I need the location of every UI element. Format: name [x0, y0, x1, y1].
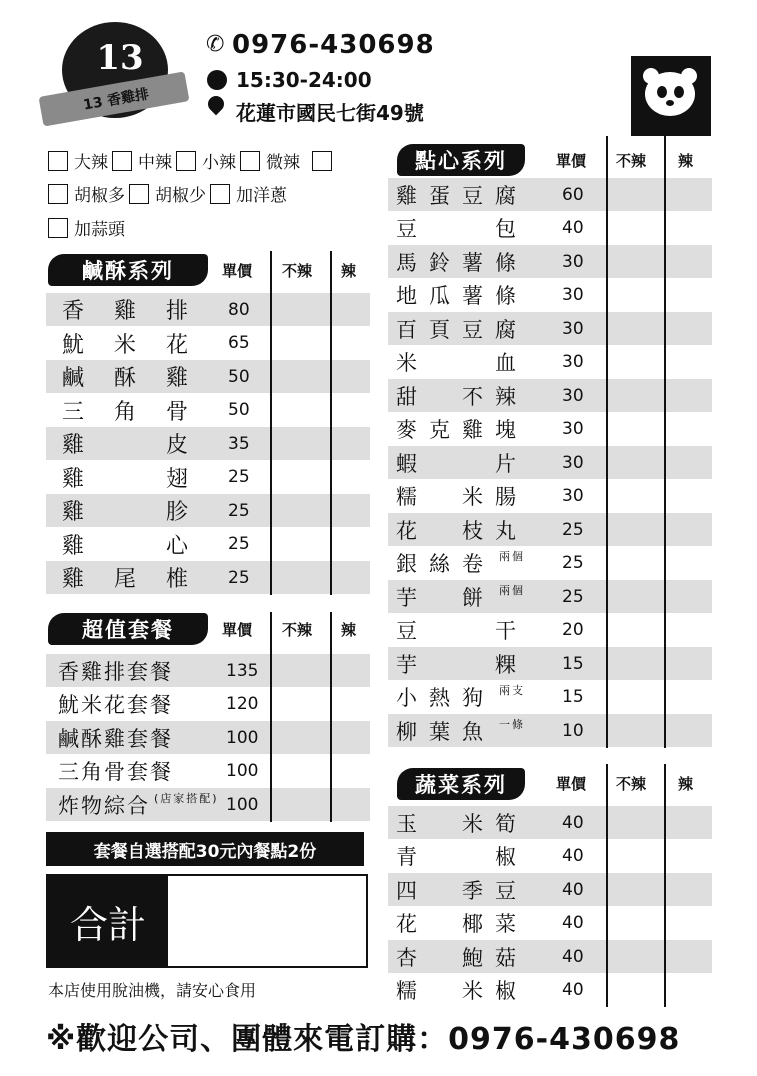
menu-item-price: 40 [562, 946, 584, 967]
menu-item-price: 135 [226, 660, 259, 681]
menu-item-price: 25 [228, 534, 250, 554]
column-divider [330, 251, 332, 595]
menu-row [46, 327, 370, 360]
panda-eye-icon [657, 86, 667, 98]
option-label: 大辣 [74, 153, 108, 173]
logo-number: 13 [96, 38, 144, 78]
option-label: 微辣 [266, 153, 300, 173]
clock-icon [207, 70, 227, 90]
section-title-combos: 超值套餐 [48, 613, 208, 645]
col-header-no-spice: 不辣 [282, 262, 313, 280]
item-name-text: 三角骨 [62, 399, 219, 425]
item-name-text: 雞 心 [62, 533, 219, 559]
col-header-no-spice: 不辣 [616, 775, 647, 793]
item-name-text: 雞蛋豆腐 [396, 183, 528, 208]
menu-item-name [58, 689, 173, 719]
menu-item-price: 80 [228, 299, 250, 320]
spice-options-row-2 [48, 181, 289, 206]
phone-number: 0976-430698 [232, 30, 435, 60]
combo-note-banner: 套餐自選搭配30元內餐點2份 [46, 832, 364, 866]
option-label: 小辣 [202, 153, 236, 173]
total-label: 合計 [48, 876, 168, 966]
menu-item-name [396, 682, 525, 712]
menu-row [46, 561, 370, 594]
item-name-text: 花 椰菜 [396, 912, 528, 936]
checkbox[interactable] [210, 184, 230, 204]
menu-row [46, 461, 370, 494]
col-header-price: 單價 [222, 621, 253, 639]
item-name-text: 花 枝丸 [396, 518, 528, 543]
menu-item-price: 30 [562, 352, 584, 372]
menu-item-price: 15 [562, 653, 584, 674]
menu-item-price: 65 [228, 333, 250, 353]
item-quantity-note: 兩支 [499, 684, 525, 697]
menu-item-price: 100 [226, 794, 259, 815]
item-name-text: 香雞排 [62, 299, 219, 324]
menu-item-name [396, 314, 528, 344]
item-name-text: 地瓜薯條 [396, 284, 528, 308]
menu-item-name [58, 756, 173, 786]
menu-item-name [58, 656, 173, 686]
item-name-text: 甜 不辣 [396, 384, 528, 409]
menu-item-name [62, 529, 218, 560]
spice-options-row-1 [48, 148, 334, 173]
menu-item-name [396, 448, 528, 478]
menu-item-name [396, 515, 528, 545]
menu-item-name [62, 294, 218, 325]
logo-name: 13 香雞排 [82, 86, 151, 114]
menu-row [46, 528, 370, 561]
menu-item-name [58, 790, 219, 820]
section-title-salty-crispy: 鹹酥系列 [48, 254, 208, 286]
menu-row [46, 755, 370, 788]
item-name-text: 糯 米椒 [396, 979, 528, 1003]
menu-item-name [62, 361, 218, 392]
address: 花蓮市國民七街49號 [236, 101, 424, 125]
menu-item-name [396, 582, 525, 612]
item-name-text: 鹹酥雞套餐 [58, 726, 173, 751]
menu-row [46, 494, 370, 527]
menu-item-name [396, 875, 528, 905]
business-hours: 15:30-24:00 [236, 68, 372, 92]
item-name-text: 芋 餅 [396, 585, 495, 610]
menu-row [46, 360, 370, 393]
col-header-price: 單價 [556, 775, 587, 793]
item-name-text: 百頁豆腐 [396, 317, 528, 342]
section-title-snacks: 點心系列 [397, 144, 525, 176]
menu-item-name [396, 975, 528, 1005]
menu-item-price: 30 [562, 385, 584, 406]
item-name-text: 豆 干 [396, 619, 528, 643]
panda-eye-icon [674, 86, 684, 98]
item-name-text: 雞 皮 [62, 433, 219, 458]
column-divider [664, 136, 666, 748]
menu-item-name [396, 808, 528, 838]
col-header-spice: 辣 [341, 262, 357, 280]
column-divider [270, 251, 272, 595]
menu-item-price: 25 [562, 553, 584, 573]
menu-item-price: 30 [562, 486, 584, 506]
menu-row [46, 721, 370, 754]
item-name-text: 雞 翅 [62, 466, 219, 492]
item-name-text: 香雞排套餐 [58, 659, 173, 684]
option-label: 胡椒少 [155, 186, 206, 206]
checkbox[interactable] [240, 151, 260, 171]
section-title-vegetables: 蔬菜系列 [397, 768, 525, 800]
item-name-text: 青 椒 [396, 845, 528, 869]
menu-item-name [58, 723, 173, 753]
menu-item-name [62, 395, 218, 426]
column-divider [270, 612, 272, 822]
menu-item-name [396, 213, 528, 243]
menu-item-name [396, 280, 528, 310]
menu-item-price: 40 [562, 879, 584, 900]
checkbox[interactable] [48, 218, 68, 238]
column-divider [606, 764, 608, 1007]
item-name-text: 小熱狗 [396, 686, 495, 710]
location-pin-icon [205, 93, 228, 116]
menu-item-price: 40 [562, 980, 584, 1000]
menu-item-price: 100 [226, 761, 259, 781]
item-quantity-note: 兩個 [499, 583, 525, 597]
menu-item-name [396, 942, 528, 972]
item-name-text: 鹹酥雞 [62, 366, 219, 391]
item-name-text: 銀絲卷 [396, 552, 495, 576]
item-name-text: 四 季豆 [396, 878, 528, 903]
menu-item-price: 30 [562, 318, 584, 339]
menu-item-name [396, 615, 528, 645]
menu-item-price: 40 [562, 846, 584, 866]
item-quantity-note: 一條 [499, 717, 525, 731]
item-name-text: 豆 包 [396, 217, 528, 241]
column-divider [606, 136, 608, 748]
item-name-text: 糯 米腸 [396, 485, 528, 509]
phone-icon: ✆ [206, 32, 225, 57]
checkbox[interactable] [312, 151, 332, 171]
col-header-spice: 辣 [678, 775, 694, 793]
menu-item-price: 25 [228, 567, 250, 588]
item-name-text: 杏 鮑菇 [396, 945, 528, 970]
menu-item-price: 35 [228, 433, 250, 454]
checkbox[interactable] [48, 184, 68, 204]
item-name-text: 蝦 片 [396, 451, 528, 476]
item-name-text: 魷米花 [62, 332, 219, 358]
option-label: 加洋蔥 [236, 186, 287, 206]
menu-item-price: 40 [562, 218, 584, 238]
menu-item-price: 40 [562, 812, 584, 833]
menu-item-price: 25 [228, 500, 250, 521]
col-header-spice: 辣 [678, 152, 694, 170]
checkbox[interactable] [48, 151, 68, 171]
menu-row [46, 394, 370, 427]
menu-item-name [396, 548, 525, 578]
menu-item-name [396, 247, 528, 277]
column-divider [664, 764, 666, 1007]
item-name-text: 炸物綜合 [58, 793, 150, 818]
menu-item-name [62, 562, 218, 593]
menu-item-price: 30 [562, 285, 584, 305]
checkbox[interactable] [176, 151, 196, 171]
panda-nose-icon [666, 100, 674, 106]
menu-item-price: 25 [562, 519, 584, 540]
option-label: 胡椒多 [74, 186, 125, 206]
menu-item-name [62, 328, 218, 359]
menu-row [46, 688, 370, 721]
menu-item-name [396, 841, 528, 871]
item-name-text: 魷米花套餐 [58, 693, 173, 717]
menu-item-price: 10 [562, 720, 584, 741]
item-name-text: 三角骨套餐 [58, 760, 173, 784]
menu-item-name [396, 649, 528, 679]
col-header-spice: 辣 [341, 621, 357, 639]
panda-face-icon [645, 72, 695, 116]
menu-row [46, 788, 370, 821]
menu-item-price: 50 [228, 366, 250, 387]
menu-item-name [62, 462, 218, 493]
item-name-text: 馬鈴薯條 [396, 250, 528, 275]
menu-item-price: 60 [562, 184, 584, 205]
menu-item-name [396, 481, 528, 511]
menu-item-price: 40 [562, 913, 584, 933]
item-quantity-note: (店家搭配) [154, 791, 219, 805]
col-header-no-spice: 不辣 [282, 621, 313, 639]
option-label: 加蒜頭 [74, 220, 125, 240]
oil-note: 本店使用脫油機，請安心食用 [48, 981, 257, 1000]
menu-row [46, 293, 370, 326]
footer-order-note: ※歡迎公司、團體來電訂購：0976-430698 [46, 1022, 681, 1057]
option-label: 中辣 [138, 153, 172, 173]
item-quantity-note: 兩個 [499, 550, 525, 563]
col-header-no-spice: 不辣 [616, 152, 647, 170]
menu-item-name [396, 180, 528, 210]
spice-options-row-3 [48, 215, 127, 240]
col-header-price: 單價 [556, 152, 587, 170]
item-name-text: 芋 粿 [396, 652, 528, 677]
item-name-text: 麥克雞塊 [396, 418, 528, 442]
menu-item-name [396, 381, 528, 411]
item-name-text: 玉 米筍 [396, 811, 528, 836]
col-header-price: 單價 [222, 262, 253, 280]
menu-item-price: 50 [228, 400, 250, 420]
menu-item-price: 30 [562, 251, 584, 272]
menu-item-price: 30 [562, 452, 584, 473]
item-name-text: 米 血 [396, 351, 528, 375]
menu-item-price: 100 [226, 727, 259, 748]
menu-item-price: 30 [562, 419, 584, 439]
menu-item-name [62, 495, 218, 526]
item-name-text: 雞 胗 [62, 500, 219, 525]
menu-item-price: 20 [562, 620, 584, 640]
item-name-text: 雞尾椎 [62, 567, 219, 592]
column-divider [330, 612, 332, 822]
menu-item-name [396, 414, 528, 444]
item-name-text: 柳葉魚 [396, 719, 495, 744]
menu-item-price: 15 [562, 687, 584, 707]
menu-item-price: 25 [562, 586, 584, 607]
menu-item-name [396, 908, 528, 938]
menu-item-name [396, 347, 528, 377]
menu-row [46, 654, 370, 687]
checkbox[interactable] [129, 184, 149, 204]
checkbox[interactable] [112, 151, 132, 171]
menu-item-price: 25 [228, 467, 250, 487]
menu-item-name [62, 428, 218, 459]
menu-item-name [396, 716, 525, 746]
menu-item-price: 120 [226, 694, 259, 714]
menu-row [46, 427, 370, 460]
